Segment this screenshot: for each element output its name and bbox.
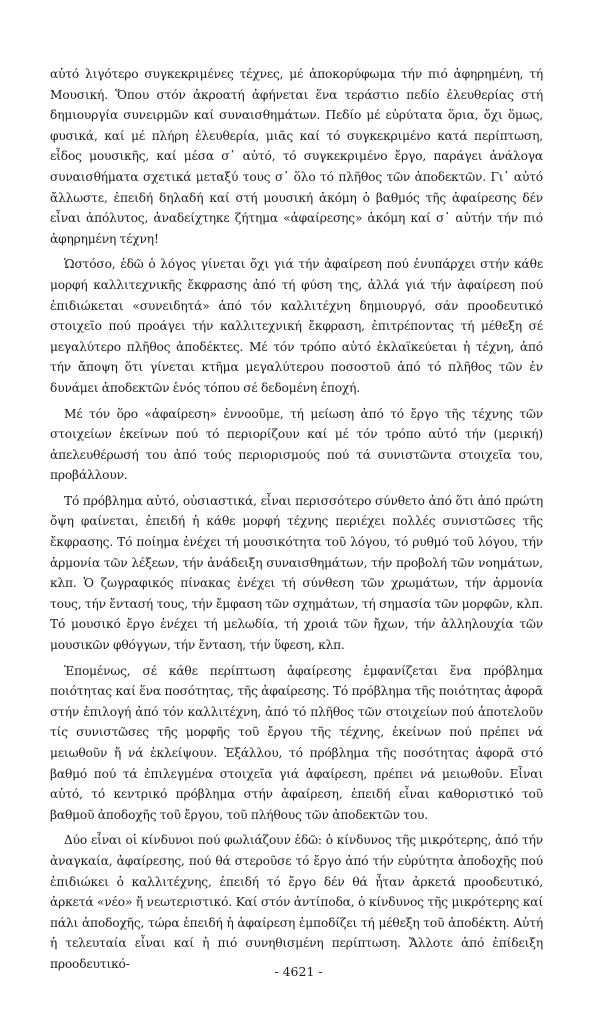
paragraph-2: Ὡστόσο, ἐδῶ ὁ λόγος γίνεται ὄχι γιά τήν ἀφαίρεση πού ἐνυπάρχει στήν κάθε μορφή καλλιτεχνικῆς ἔκφρασης ἀπό τή φύση της, ἀλλά γιά τήν ἀφαίρεση πού ἐπιδιώκεται «συνειδητά» ἀπό τόν καλλιτέχνη δημιουργό, σάν προοδευτικό στοιχεῖο πού προάγει τήν καλλιτεχνική ἔκφραση, ἐπιτρέποντας τή μέθεξη σέ μεγαλύτερο πλῆθος ἀποδέκτες. Μέ τόν τρόπο αὐτό ἐκλαϊκεύεται ἡ τέχνη, ἀπό τήν ἄποψη ὅτι γίνεται κτῆμα μεγαλύτερου ποσοστοῦ ἀπό τό πλῆθος τῶν ἐν δυνάμει ἀποδεκτῶν ἑνός τόπου σέ δεδομένη ἐποχή. xyxy=(50,257,543,395)
page-body xyxy=(50,64,543,980)
page-number: - 4621 - xyxy=(274,964,323,979)
paragraph-6: Δύο εἶναι οἱ κίνδυνοι πού φωλιάζουν ἐδῶ: ὁ κίνδυνος τῆς μικρότερης, ἀπό τήν ἀναγκαία, ἀφαίρεσης, πού θά στεροῦσε τό ἔργο ἀπό τήν εὐρύτητα ἀποδοχῆς πού ἐπιδιώκει ὁ καλλιτέχνης, ἐπειδή τό ἔργο δέν θά ἦταν ἀρκετά προοδευτικό, ἀρκετά «νέο» ἤ νεωτεριστικό. Καί στόν ἀντίποδα, ὁ κίνδυνος τῆς μικρότερης καί πάλι ἀποδοχῆς, τώρα ἐπειδή ἡ ἀφαίρεση ἐμποδίζει τή μέθεξη τοῦ ἀποδέκτη. Αὐτή ἡ τελευταία εἶναι καί ἡ πιό συνηθισμένη περίπτωση. Ἄλλοτε ἀπό ἐπίδειξη προοδευτικό- xyxy=(50,833,543,971)
paragraph-1: αὐτό λιγότερο συγκεκριμένες τέχνες, μέ ἀποκορύφωμα τήν πιό ἀφηρημένη, τή Μουσική. Ὅπου στόν ἀκροατή ἀφήνεται ἕνα τεράστιο πεδίο ἐλευθερίας στή δημιουργία συνειρμῶν καί συναισθημάτων. Πεδίο μέ εὐρύτατα ὅρια, ὄχι ὅμως, φυσικά, καί μέ πλήρη ἐλευθερία, μιᾶς καί τό συγκεκριμένο κατά περίπτωση, εἶδος μουσικῆς, καί μέσα σ᾿ αὐτό, τό συγκεκριμένο ἔργο, παράγει ἀνάλογα συναισθήματα σχετικά μεταξύ τους σ᾿ ὅλο τό πλῆθος τῶν ἀποδεκτῶν. Γι᾿ αὐτό ἄλλωστε, ἐπειδή δηλαδή καί στή μουσική ἀκόμη ὁ βαθμός τῆς ἀφαίρεσης δέν εἶναι ἀπόλυτος, ἀναδείχτηκε ζήτημα «ἀφαίρεσης» ἀκόμη καί σ᾿ αὐτήν τήν πιό ἀφηρημένη τέχνη! xyxy=(50,67,543,246)
paragraph-5: Ἑπομένως, σέ κάθε περίπτωση ἀφαίρεσης ἐμφανίζεται ἕνα πρόβλημα ποιότητας καί ἕνα ποσότητας, τῆς ἀφαίρεσης. Τό πρόβλημα τῆς ποιότητας ἀφορᾶ στήν ἐπιλογή ἀπό τόν καλλιτέχνη, ἀπό τό πλῆθος τῶν στοιχείων πού ἀποτελοῦν τίς συνιστῶσες τῆς μορφῆς τοῦ ἔργου τῆς τέχνης, ἐκείνων πού πρέπει νά μειωθοῦν ἤ νά ἐκλείψουν. Ἐξάλλου, τό πρόβλημα τῆς ποσότητας ἀφορᾶ στό βαθμό πού τά ἐπιλεγμένα στοιχεῖα γιά ἀφαίρεση, πρέπει νά μειωθοῦν. Εἶναι αὐτό, τό κεντρικό πρόβλημα στήν ἀφαίρεση, ἐπειδή εἶναι καθοριστικό τοῦ βαθμοῦ ἀποδοχῆς τοῦ ἔργου, τοῦ πλήθους τῶν ἀποδεκτῶν του. xyxy=(50,663,543,822)
paragraph-4: Τό πρόβλημα αὐτό, οὐσιαστικά, εἶναι περισσότερο σύνθετο ἀπό ὅτι ἀπό πρώτη ὄψη φαίνεται, ἐπειδή ἡ κάθε μορφή τέχνης περιέχει πολλές συνιστῶσες τῆς ἔκφρασης. Τό ποίημα ἐνέχει τή μουσικότητα τοῦ λόγου, τό ρυθμό τοῦ λόγου, τήν ἁρμονία τῶν λέξεων, τήν ἀνάδειξη συναισθημάτων, τήν προβολή τῶν νοημάτων, κλπ. Ὁ ζωγραφικός πίνακας ἐνέχει τή σύνθεση τῶν χρωμάτων, τήν ἁρμονία τους, τήν ἔντασή τους, τήν ἔμφαση τῶν σχημάτων, τή σημασία τῶν μορφῶν, κλπ. Τό μουσικό ἔργο ἐνέχει τή μελωδία, τή χροιά τῶν ἤχων, τήν ἀλληλουχία τῶν μουσικῶν φθόγγων, τήν ἔνταση, τήν ὕφεση, κλπ. xyxy=(50,493,543,653)
paragraph-3: Μέ τόν ὅρο «ἀφαίρεση» ἐννοοῦμε, τή μείωση ἀπό τό ἔργο τῆς τέχνης τῶν στοιχείων ἐκείνων πού τό περιορίζουν καί μέ τόν τρόπο αὐτό τήν (μερική) ἀπελευθέρωσή του ἀπό τούς περιορισμούς πού τά συνιστῶντα στοιχεῖα του, προβάλλουν. xyxy=(50,406,543,483)
